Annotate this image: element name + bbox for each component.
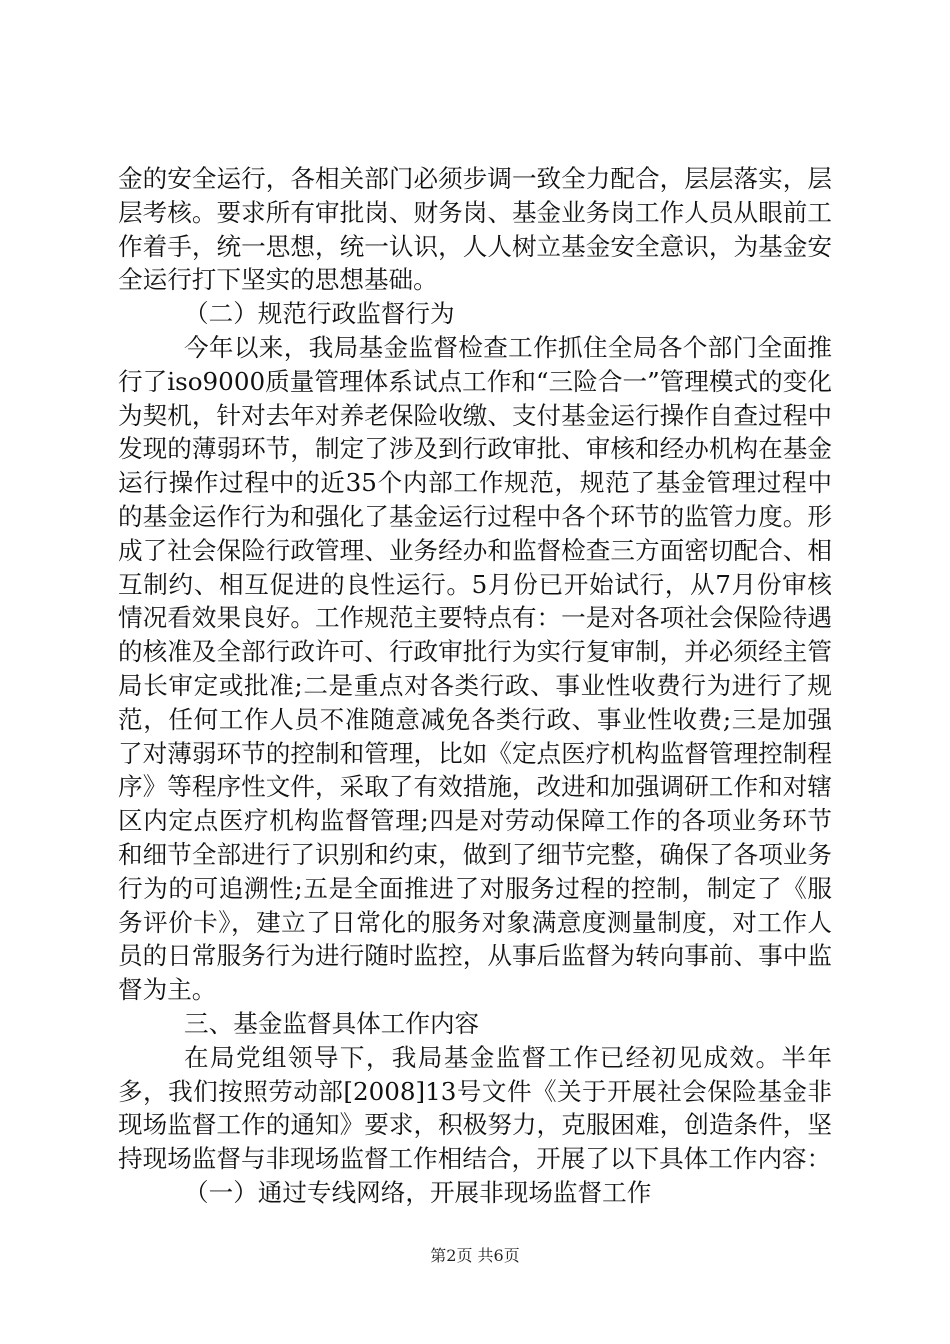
section-heading-3: 三、基金监督具体工作内容 xyxy=(184,1008,480,1038)
section-heading-2: （二）规范行政监督行为 xyxy=(184,299,455,329)
paragraph-body: 今年以来，我局基金监督检查工作抓住全局各个部门全面推行了iso9000质量管理体系试点工作和“三险合一”管理模式的变化为契机，针对去年对养老保险收缴、支付基金运行操作自查过程中发现的薄弱环节，制定了涉及到行政审批、审核和经办机构在基金运行操作过程中的近35个内部工作规范，规范了基金管理过程中的基金运作行为和强化了基金运行过程中各个环节的监管力度。形成了社会保险行政管理、业务经办和监督检查三方面密切配合、相互制约、相互促进的良性运行。5月份已开始试行，从7月份审核情况看效果良好。工作规范主要特点有：一是对各项社会保险待遇的核准及全部行政许可、行政审批行为实行复审制，并必须经主管局长审定或批准;二是重点对各类行政、事业性收费行为进行了规范，任何工作人员不准随意减免各类行政、事业性收费;三是加强了对薄弱环节的控制和管理，比如《定点医疗机构监督管理控制程序》等程序性文件，采取了有效措施，改进和加强调研工作和对辖区内定点医疗机构监督管理;四是对劳动保障工作的各项业务环节和细节全部进行了识别和约束，做到了细节完整，确保了各项业务行为的可追溯性;五是全面推进了对服务过程的控制，制定了《服务评价卡》，建立了日常化的服务对象满意度测量制度，对工作人员的日常服务行为进行随时监控，从事后监督为转向事前、事中监督为主。 xyxy=(118,332,832,1005)
paragraph-body: 在局党组领导下，我局基金监督工作已经初见成效。半年多，我们按照劳动部[2008]13号文件《关于开展社会保险基金非现场监督工作的通知》要求，积极努力，克服困难，创造条件，坚持现场监督与非现场监督工作相结合，开展了以下具体工作内容： xyxy=(118,1042,832,1174)
subsection-heading-1: （一）通过专线网络，开展非现场监督工作 xyxy=(184,1177,652,1207)
document-body xyxy=(118,162,832,1210)
paragraph-continuation: 金的安全运行，各相关部门必须步调一致全力配合，层层落实，层层考核。要求所有审批岗、财务岗、基金业务岗工作人员从眼前工作着手，统一思想，统一认识，人人树立基金安全意识，为基金安全运行打下坚实的思想基础。 xyxy=(118,164,832,295)
page-footer: 第2页 共6页 xyxy=(430,1246,520,1265)
